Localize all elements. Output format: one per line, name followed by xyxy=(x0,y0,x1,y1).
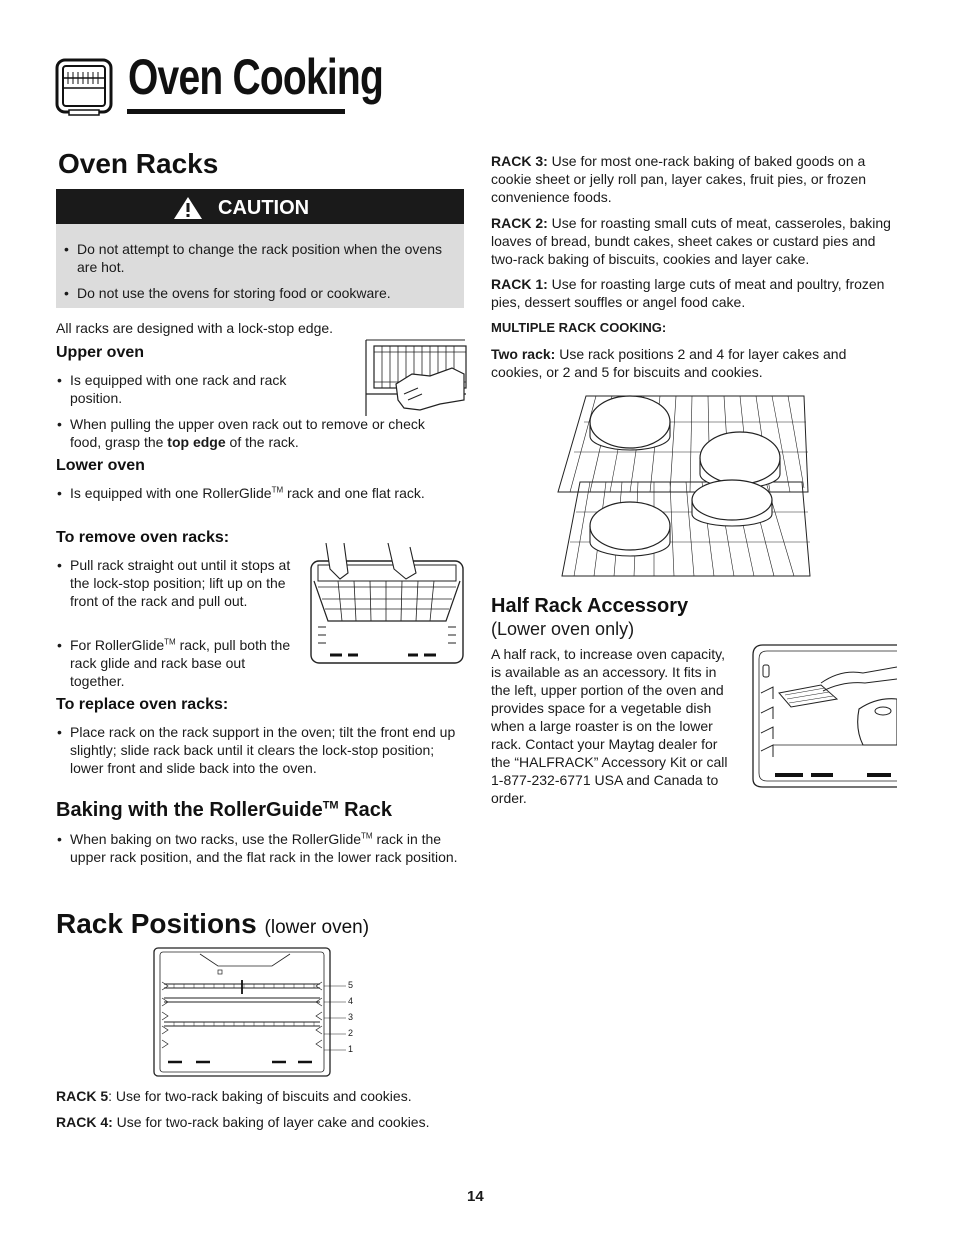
text-part: of the rack. xyxy=(225,434,299,450)
multiple-rack-heading: MULTIPLE RACK COOKING: xyxy=(491,320,667,335)
upper-oven-heading: Upper oven xyxy=(56,344,145,361)
text-part: Use rack positions 2 and 4 for layer cakes and cookies, or 2 and 5 for biscuits and cookies. xyxy=(491,346,847,380)
rack-label: Two rack: xyxy=(491,346,556,362)
text-part: Use for most one-rack baking of baked goods on a cookie sheet or jelly roll pan, layer cakes, fruit pies, or frozen convenience foods. xyxy=(491,153,867,205)
rack5-text xyxy=(56,1087,466,1105)
rack3-text xyxy=(491,152,896,206)
text-part: Use for two-rack baking of layer cake and cookies. xyxy=(112,1114,430,1130)
upper-oven-rack-illustration xyxy=(360,338,467,418)
half-rack-subheading: (Lower oven only) xyxy=(491,619,635,639)
rack-position-label: 4 xyxy=(348,996,354,1006)
text-part: Is equipped with one RollerGlide xyxy=(70,485,272,501)
oven-icon xyxy=(55,58,113,116)
rack2-text xyxy=(491,214,896,268)
rack1-text xyxy=(491,275,896,311)
text-part: Use for roasting large cuts of meat and poultry, frozen pies, dessert souffles or angel food cake. xyxy=(491,276,885,310)
caution-item: • Do not use the ovens for storing food or cookware. xyxy=(77,284,457,302)
rack-label: RACK 1: xyxy=(491,276,548,292)
rack-position-label: 2 xyxy=(348,1028,354,1038)
text-part: Use for roasting small cuts of meat, casseroles, baking loaves of bread, bundt cakes, sheet cakes or custard pies and two-rack baking of biscuits, cookies and layer cake. xyxy=(491,215,891,267)
text-part: Rack Positions xyxy=(56,908,257,939)
page-number: 14 xyxy=(467,1188,484,1205)
rollerguide-item xyxy=(70,830,460,866)
two-rack-cakes-illustration xyxy=(556,392,812,578)
lower-oven-item xyxy=(70,484,460,502)
text-part: rack, pull both the rack glide and rack base out together. xyxy=(70,637,291,689)
text-part: Baking with the RollerGuide xyxy=(56,799,323,821)
rack-positions-diagram xyxy=(152,946,362,1078)
rack-position-label: 5 xyxy=(348,980,354,990)
caution-label: CAUTION xyxy=(218,197,310,219)
page-title: Oven Cooking xyxy=(128,49,383,105)
rack-positions-subtitle: (lower oven) xyxy=(264,917,370,938)
replace-item: • Place rack on the rack support in the oven; tilt the front end up slightly; slide rack back until it clears the lock-stop position; lower front and slide back into the oven. xyxy=(70,723,465,777)
lower-oven-heading: Lower oven xyxy=(56,457,145,474)
remove-racks-heading: To remove oven racks: xyxy=(56,529,230,546)
upper-oven-item xyxy=(70,415,450,451)
trademark: TM xyxy=(164,637,176,647)
rack-label: RACK 4: xyxy=(56,1114,113,1130)
half-rack-heading: Half Rack Accessory xyxy=(491,595,689,617)
remove-rack-illustration xyxy=(308,543,466,665)
rack-label: RACK 3: xyxy=(491,153,548,169)
text-bold: top edge xyxy=(167,434,226,450)
rack4-text xyxy=(56,1113,466,1131)
rack-positions-heading xyxy=(56,908,369,940)
title-underline xyxy=(127,109,345,114)
text-part: : Use for two-rack baking of biscuits and cookies. xyxy=(108,1088,412,1104)
rack-label: RACK 2: xyxy=(491,215,548,231)
text-part: Rack xyxy=(338,799,392,821)
oven-racks-heading: Oven Racks xyxy=(58,148,219,179)
rack-position-label: 1 xyxy=(348,1044,354,1054)
text-part: When pulling the upper oven rack out to remove or check food, grasp the xyxy=(70,416,425,450)
half-rack-illustration xyxy=(751,643,897,789)
rack-position-label: 3 xyxy=(348,1012,354,1022)
remove-item: • Pull rack straight out until it stops at the lock-stop position; lift up on the front of the rack and pull out. xyxy=(70,556,295,610)
text-part: rack and one flat rack. xyxy=(283,485,425,501)
trademark: TM xyxy=(322,799,339,812)
warning-icon xyxy=(173,196,203,220)
text-part: When baking on two racks, use the RollerGlide xyxy=(70,831,362,847)
rack-intro: All racks are designed with a lock-stop edge. xyxy=(56,320,334,336)
half-rack-text: A half rack, to increase oven capacity, is available as an accessory. It fits in the left, upper portion of the oven and provides space for a vegetable dish when a large roaster is on the lower rack. Contact your Maytag dealer for the “HALFRACK” Accessory Kit or call 1-877-232-6771 USA and Canada to order. xyxy=(491,646,728,806)
replace-racks-heading: To replace oven racks: xyxy=(56,696,229,713)
rack-label: RACK 5 xyxy=(56,1088,109,1104)
upper-oven-item: • Is equipped with one rack and rack position. xyxy=(70,371,315,407)
text-part: For RollerGlide xyxy=(70,637,165,653)
caution-item: • Do not attempt to change the rack position when the ovens are hot. xyxy=(77,240,457,276)
text-part: rack in the upper rack position, and the flat rack in the lower rack position. xyxy=(70,831,458,865)
trademark: TM xyxy=(271,485,284,495)
two-rack-text xyxy=(491,345,891,381)
rollerguide-heading xyxy=(56,799,392,822)
remove-item xyxy=(70,636,295,690)
trademark: TM xyxy=(361,831,373,841)
